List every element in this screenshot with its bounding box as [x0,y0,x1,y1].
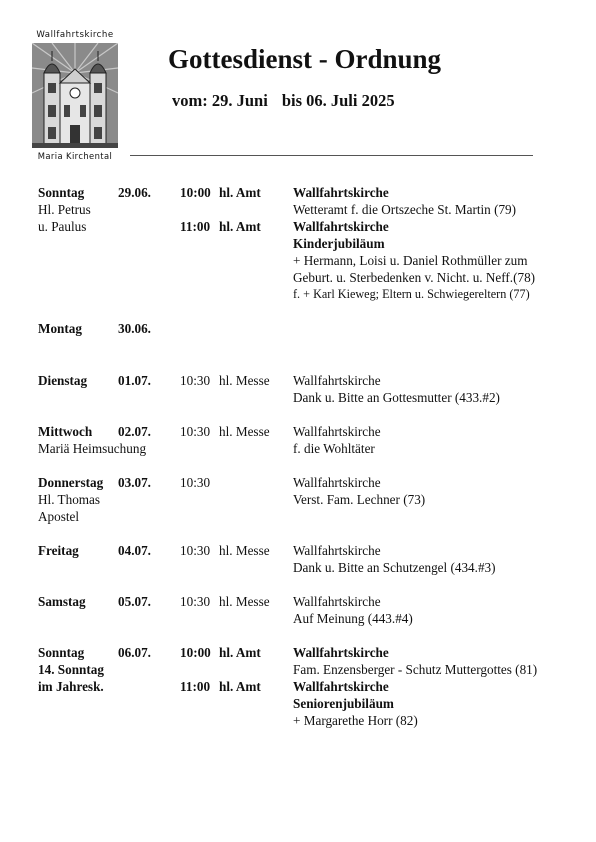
intention: Fam. Enzensberger - Schutz Muttergottes (81) [293,662,538,677]
feast-label: Hl. Thomas [38,492,101,507]
date-from: vom: 29. Juni [172,91,268,110]
intention: + Hermann, Loisi u. Daniel Rothmüller zum [293,253,528,268]
service-type: hl. Messe [219,373,270,388]
time-label: 11:00 [180,219,211,234]
location: Wallfahrtskirche [293,373,381,388]
time-label: 11:00 [180,679,211,694]
service-type: hl. Amt [219,185,261,200]
intention: Dank u. Bitte an Schutzengel (434.#3) [293,560,496,575]
time-label: 10:30 [180,594,211,609]
date-label: 29.06. [118,185,151,200]
occasion: Seniorenjubiläum [293,696,394,711]
service-type: hl. Amt [219,645,261,660]
date-label: 04.07. [118,543,151,558]
feast-label: Hl. Petrus [38,202,91,217]
date-label: 02.07. [118,424,151,439]
intention: f. die Wohltäter [293,441,375,456]
logo-bottom-text: Maria Kirchental [37,151,113,161]
day-label: Sonntag [38,185,85,200]
feast-label: Mariä Heimsuchung [38,441,147,456]
location: Wallfahrtskirche [293,424,381,439]
service-type: hl. Amt [219,679,261,694]
time-label: 10:30 [180,373,211,388]
day-label: Freitag [38,543,79,558]
day-label: Montag [38,321,82,336]
date-label: 01.07. [118,373,151,388]
location: Wallfahrtskirche [293,645,389,660]
feast-label: u. Paulus [38,219,87,234]
feast-label: Apostel [38,509,80,524]
service-type: hl. Messe [219,543,270,558]
intention: f. + Karl Kieweg; Eltern u. Schwiegereltern (77) [293,287,530,301]
page-title: Gottesdienst - Ordnung [168,44,442,74]
time-label: 10:00 [180,645,211,660]
service-type: hl. Amt [219,219,261,234]
day-label: Mittwoch [38,424,93,439]
location: Wallfahrtskirche [293,543,381,558]
intention: Auf Meinung (443.#4) [293,611,413,626]
logo-top-text: Wallfahrtskirche [36,30,114,40]
service-type: hl. Messe [219,424,270,439]
day-label: Dienstag [38,373,88,388]
day-label: Donnerstag [38,475,104,490]
feast-label: 14. Sonntag [38,662,104,677]
intention: Geburt. u. Sterbedenken v. Nicht. u. Neff.(78) [293,270,536,285]
date-range [172,91,395,111]
intention: Dank u. Bitte an Gottesmutter (433.#2) [293,390,500,405]
time-label: 10:00 [180,185,211,200]
feast-label: im Jahresk. [38,679,104,694]
date-label: 06.07. [118,645,151,660]
service-type: hl. Messe [219,594,270,609]
intention: Wetteramt f. die Ortszeche St. Martin (79) [293,202,517,217]
location: Wallfahrtskirche [293,475,381,490]
date-label: 30.06. [118,321,151,336]
day-label: Sonntag [38,645,85,660]
location: Wallfahrtskirche [293,185,389,200]
location: Wallfahrtskirche [293,219,389,234]
date-label: 05.07. [118,594,151,609]
church-illustration [32,43,118,148]
time-label: 10:30 [180,424,211,439]
date-to: bis 06. Juli 2025 [281,91,395,110]
header-divider [130,155,533,156]
time-label: 10:30 [180,543,211,558]
intention: + Margarethe Horr (82) [293,713,418,728]
occasion: Kinderjubiläum [293,236,385,251]
time-label: 10:30 [180,475,211,490]
church-logo [28,30,122,165]
day-label: Samstag [38,594,86,609]
location: Wallfahrtskirche [293,679,389,694]
date-label: 03.07. [118,475,151,490]
location: Wallfahrtskirche [293,594,381,609]
intention: Verst. Fam. Lechner (73) [293,492,426,507]
